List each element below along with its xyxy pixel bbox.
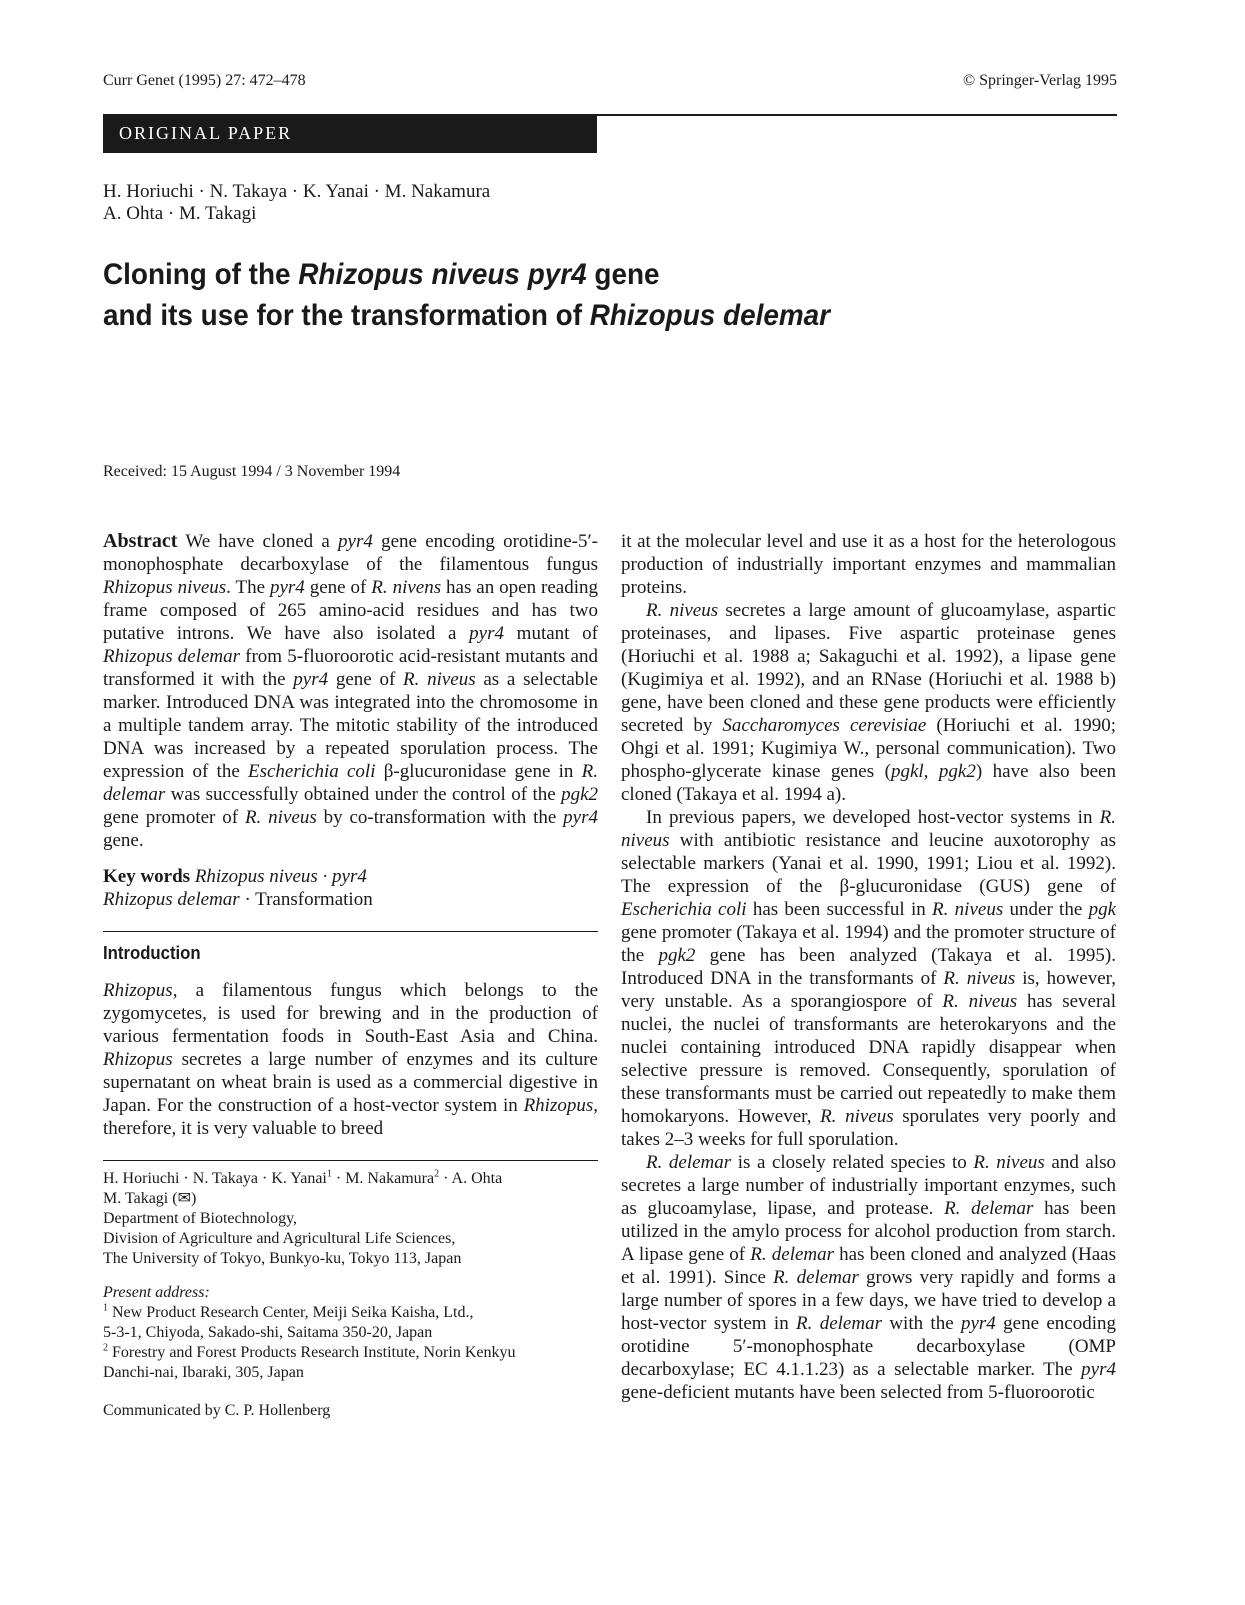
abstract-heading: Abstract — [103, 530, 178, 552]
copyright-notice: © Springer-Verlag 1995 — [962, 72, 1117, 89]
author-affiliation: H. Horiuchi · N. Takaya · K. Yanai$^1$ · M. Nakamura$^2$ · A. Ohta M. Takagi (✉) Department of Biotechnology, Division of Agriculture and Agricultural Life Sciences, The University of Tokyo, Bunkyo-ku, Tokyo 113, Japan — [103, 1169, 598, 1269]
left-column — [103, 530, 598, 1422]
right-column — [621, 530, 1116, 1404]
journal-citation: Curr Genet (1995) 27: 472–478 — [103, 72, 306, 89]
author-list-line-2: A. Ohta · M. Takagi — [103, 203, 257, 224]
body-paragraph-3: In previous papers, we developed host-vector systems in R. niveus with antibiotic resistance and leucine auxotorophy as selectable markers (Yanai et al. 1990, 1991; Liou et al. 1992). The expression of the β-glucuronidase (GUS) gene of Escherichia coli has been successful in R. niveus under the pgk gene promoter (Takaya et al. 1994) and the promoter structure of the pgk2 gene has been analyzed (Takaya et al. 1995). Introduced DNA in the transformants of R. niveus is, however, very unstable. As a sporangiospore of R. niveus has several nuclei, the nuclei of transformants are heterokaryons and the nuclei containing introduced DNA rapidly disappear when selective pressure is removed. Consequently, sporulation of these transformants must be carried out repeatedly to make them homokaryons. However, R. niveus sporulates very poorly and takes 2–3 weeks for full sporulation. — [621, 807, 1116, 1150]
present-address: Present address: $^1$ New Product Research Center, Meiji Seika Kaisha, Ltd., 5-3-1, Chiyoda, Sakado-shi, Saitama 350-20, Japan $^2$ Forestry and Forest Products Research Institute, Norin Kenkyu Danchi-nai, Ibaraki, 305, Japan — [103, 1284, 516, 1381]
body-paragraph-4: R. delemar is a closely related species to R. niveus and also secretes a large number of industrially important enzymes, such as glucoamylase, lipase, and protease. R. delemar has been utilized in the amylo process for alcohol production from starch. A lipase gene of R. delemar has been cloned and analyzed (Haas et al. 1991). Since R. delemar grows very rapidly and forms a large number of spores in a few days, we have tried to develop a host-vector system in R. delemar with the pyr4 gene encoding orotidine 5′-monophosphate decarboxylase (OMP decarboxylase; EC 4.1.1.23) as a selectable marker. The pyr4 gene-deficient mutants have been selected from 5-fluoroorotic — [621, 1152, 1116, 1403]
title-line-1: Cloning of the Rhizopus niveus pyr4 gene — [103, 258, 660, 291]
title-line-2: and its use for the transformation of Rhizopus delemar — [103, 299, 831, 332]
body-paragraph-2: R. niveus secretes a large amount of glucoamylase, aspartic proteinases, and lipases. Five aspartic proteinase genes (Horiuchi et al. 1988 a; Sakaguchi et al. 1992), a lipase gene (Kugimiya et al. 1992), and an RNase (Horiuchi et al. 1988 b) gene, have been cloned and these gene products were efficiently secreted by Saccharomyces cerevisiae (Horiuchi et al. 1990; Ohgi et al. 1991; Kugimiya W., personal communication). Two phospho-glycerate kinase genes (pgkl, pgk2) have also been cloned (Takaya et al. 1994 a). — [621, 600, 1116, 805]
footnote-divider — [103, 1160, 598, 1161]
communicated-by: Communicated by C. P. Hollenberg — [103, 1402, 331, 1419]
header-rule — [597, 114, 1117, 116]
section-band — [103, 114, 597, 153]
corresponding-author: M. Takagi (✉) — [103, 1190, 197, 1207]
keywords-paragraph: Key words Rhizopus niveus · pyr4 Rhizopus delemar · Transformation — [103, 866, 373, 910]
article-title — [103, 254, 940, 336]
received-dates: Received: 15 August 1994 / 3 November 1994 — [103, 463, 401, 480]
introduction-paragraph: Rhizopus, a filamentous fungus which belongs to the zygomycetes, is used for brewing and in the production of various fermentation foods in South-East Asia and China. Rhizopus secretes a large number of enzymes and its culture supernatant on wheat brain is used as a commercial digestive in Japan. For the construction of a host-vector system in Rhizopus, therefore, it is very valuable to breed — [103, 980, 598, 1139]
keywords-heading: Key words — [103, 866, 191, 887]
author-list-line-1: H. Horiuchi · N. Takaya · K. Yanai · M. Nakamura — [103, 181, 491, 202]
section-divider — [103, 931, 598, 932]
introduction-heading: Introduction — [103, 943, 201, 963]
section-label: ORIGINAL PAPER — [119, 123, 293, 143]
body-paragraph-1: it at the molecular level and use it as a host for the heterologous production of industrially important enzymes and mammalian proteins. — [621, 531, 1116, 598]
abstract-paragraph: Abstract We have cloned a pyr4 gene encoding orotidine-5′-monophosphate decarboxylase of the filamentous fungus Rhizopus niveus. The pyr4 gene of R. nivens has an open reading frame composed of 265 amino-acid residues and has two putative introns. We have also isolated a pyr4 mutant of Rhizopus delemar from 5-fluoroorotic acid-resistant mutants and transformed it with the pyr4 gene of R. niveus as a selectable marker. Introduced DNA was integrated into the chromosome in a multiple tandem array. The mitotic stability of the introduced DNA was increased by a repeated sporulation process. The expression of the Escherichia coli β-glucuronidase gene in R. delemar was successfully obtained under the control of the pgk2 gene promoter of R. niveus by co-transformation with the pyr4 gene. — [103, 530, 598, 851]
